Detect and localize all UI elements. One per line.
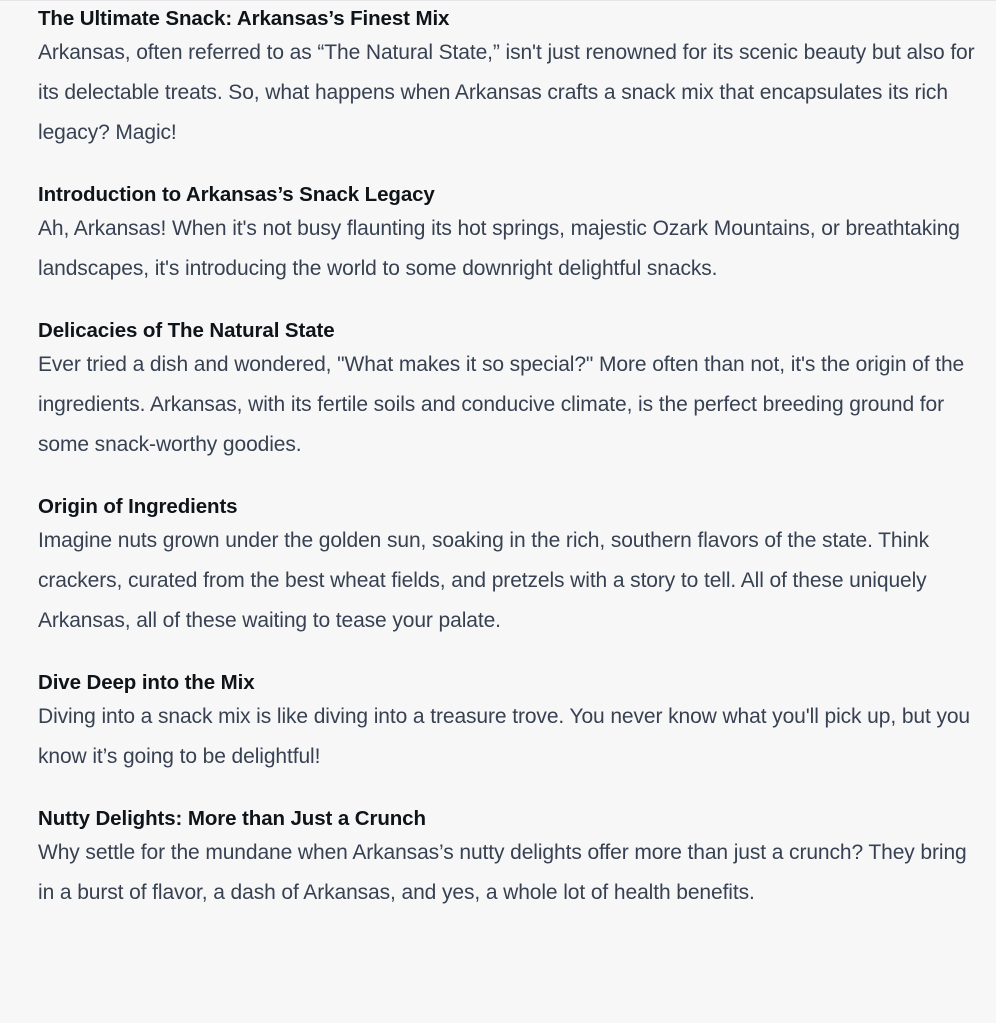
- section-heading: Origin of Ingredients: [38, 495, 238, 518]
- section-paragraph: Ah, Arkansas! When it's not busy flaunting its hot springs, majestic Ozark Mountains, or breathtaking landscapes, it's introducing the world to some downright delightful snacks.: [38, 217, 960, 280]
- article-section: [38, 317, 983, 465]
- section-heading: The Ultimate Snack: Arkansas’s Finest Mix: [38, 7, 450, 30]
- section-heading: Nutty Delights: More than Just a Crunch: [38, 807, 426, 830]
- section-paragraph: Why settle for the mundane when Arkansas’s nutty delights offer more than just a crunch? They bring in a burst of flavor, a dash of Arkansas, and yes, a whole lot of health benefits.: [38, 841, 967, 904]
- article-section: [38, 805, 983, 913]
- section-heading: Delicacies of The Natural State: [38, 319, 335, 342]
- section-heading: Dive Deep into the Mix: [38, 671, 255, 694]
- section-paragraph: Diving into a snack mix is like diving into a treasure trove. You never know what you'll pick up, but you know it’s going to be delightful!: [38, 705, 970, 768]
- section-paragraph: Arkansas, often referred to as “The Natural State,” isn't just renowned for its scenic beauty but also for its delectable treats. So, what happens when Arkansas crafts a snack mix that encapsulates its rich legacy? Magic!: [38, 41, 975, 144]
- article-section: [38, 669, 983, 777]
- section-paragraph: Imagine nuts grown under the golden sun, soaking in the rich, southern flavors of the state. Think crackers, curated from the best wheat fields, and pretzels with a story to tell. All of these uniquely Arkansas, all of these waiting to tease your palate.: [38, 529, 930, 632]
- section-heading: Introduction to Arkansas’s Snack Legacy: [38, 183, 435, 206]
- article-section: [38, 181, 983, 289]
- article-section: [38, 493, 983, 641]
- section-paragraph: Ever tried a dish and wondered, "What makes it so special?" More often than not, it's the origin of the ingredients. Arkansas, with its fertile soils and conducive climate, is the perfect breeding ground for some snack-worthy goodies.: [38, 353, 965, 456]
- assistant-message-content: [38, 5, 983, 941]
- article-section: [38, 5, 983, 153]
